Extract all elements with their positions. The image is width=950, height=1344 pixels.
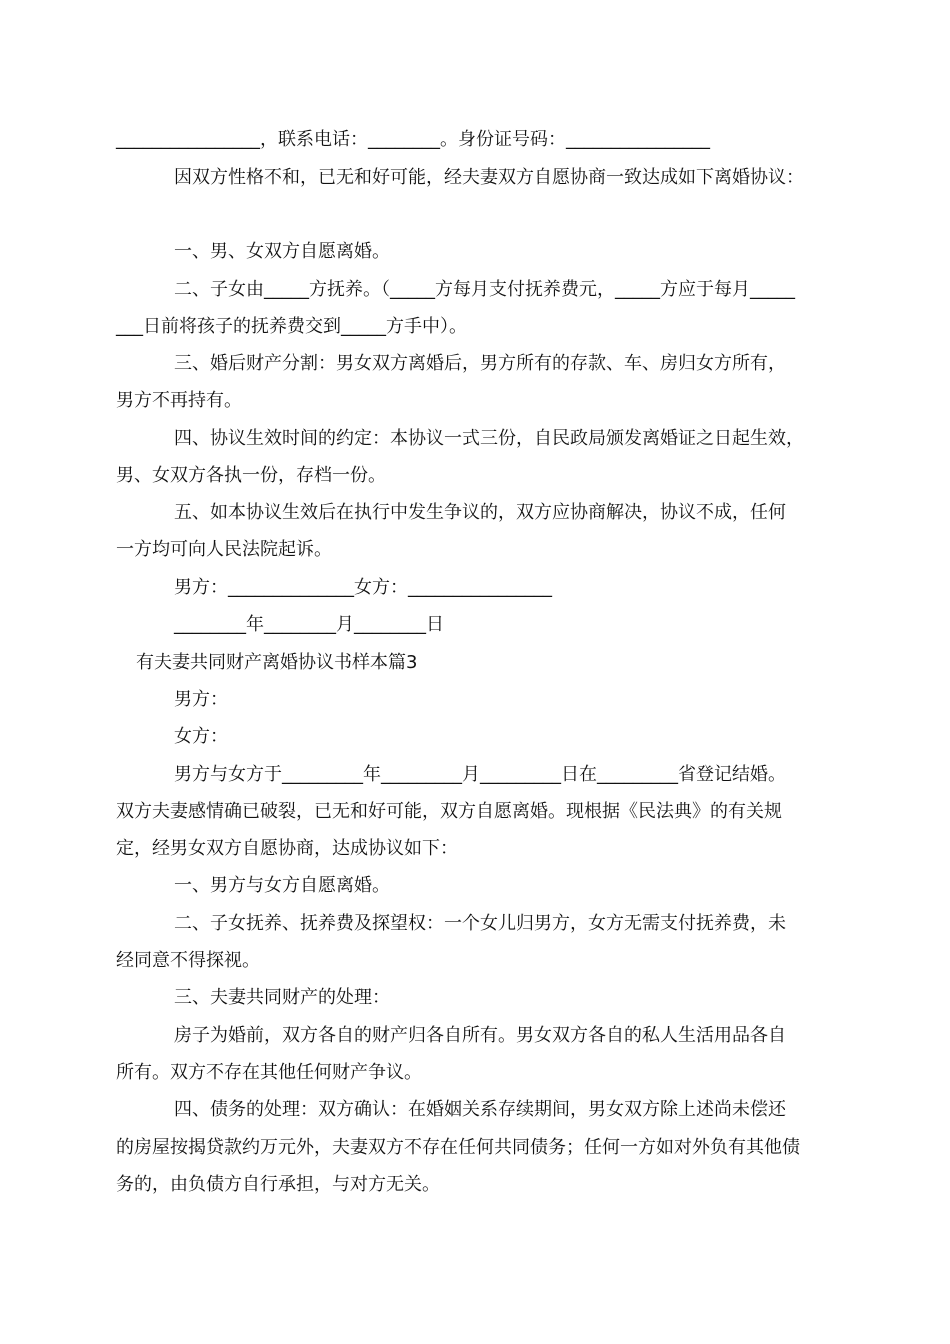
article-3: 三、夫妻共同财产的处理： (174, 987, 390, 1008)
clause-2-line-1: 二、子女由_____方抚养。（_____方每月支付抚养费元，_____方应于每月_____ (174, 279, 795, 300)
marriage-registration-line: 男方与女方于_________年_________月_________日在_________省登记结婚。 (174, 764, 786, 785)
article-2-line-1: 二、子女抚养、抚养费及探望权：一个女儿归男方，女方无需支付抚养费，未 (174, 913, 786, 934)
article-4-line-3: 务的，由负债方自行承担，与对方无关。 (116, 1174, 440, 1195)
clause-1: 一、男、女双方自愿离婚。 (174, 241, 390, 262)
article-2-line-2: 经同意不得探视。 (116, 950, 260, 971)
clause-2-line-2: ___日前将孩子的抚养费交到_____方手中）。 (116, 316, 467, 337)
party-female: 女方： (174, 726, 228, 747)
article-4-line-2: 的房屋按揭贷款约万元外，夫妻双方不存在任何共同债务；任何一方如对外负有其他债 (116, 1137, 800, 1158)
clause-4-line-2: 男、女双方各执一份，存档一份。 (116, 465, 386, 486)
signature-line: 男方：______________女方：________________ (174, 577, 552, 598)
article-1: 一、男方与女方自愿离婚。 (174, 875, 390, 896)
clause-5-line-1: 五、如本协议生效后在执行中发生争议的，双方应协商解决，协议不成，任何 (174, 502, 786, 523)
contact-info-line: ________________，联系电话：________。身份证号码：________________ (116, 129, 710, 150)
date-line: ________年________月________日 (174, 614, 444, 635)
paragraph-preamble-line-1: 双方夫妻感情确已破裂，已无和好可能，双方自愿离婚。现根据《民法典》的有关规 (116, 801, 782, 822)
party-male: 男方： (174, 689, 228, 710)
paragraph-intro: 因双方性格不和，已无和好可能，经夫妻双方自愿协商一致达成如下离婚协议： (174, 167, 804, 188)
clause-3-line-2: 男方不再持有。 (116, 390, 242, 411)
paragraph-preamble-line-2: 定，经男女双方自愿协商，达成协议如下： (116, 838, 458, 859)
article-3-detail-line-1: 房子为婚前，双方各自的财产归各自所有。男女双方各自的私人生活用品各自 (174, 1025, 786, 1046)
section-heading: 有夫妻共同财产离婚协议书样本篇3 (136, 652, 418, 673)
article-3-detail-line-2: 所有。双方不存在其他任何财产争议。 (116, 1062, 422, 1083)
clause-5-line-2: 一方均可向人民法院起诉。 (116, 539, 332, 560)
clause-3-line-1: 三、婚后财产分割：男女双方离婚后，男方所有的存款、车、房归女方所有， (174, 353, 786, 374)
article-4-line-1: 四、债务的处理：双方确认：在婚姻关系存续期间，男女双方除上述尚未偿还 (174, 1099, 786, 1120)
clause-4-line-1: 四、协议生效时间的约定：本协议一式三份，自民政局颁发离婚证之日起生效， (174, 428, 804, 449)
